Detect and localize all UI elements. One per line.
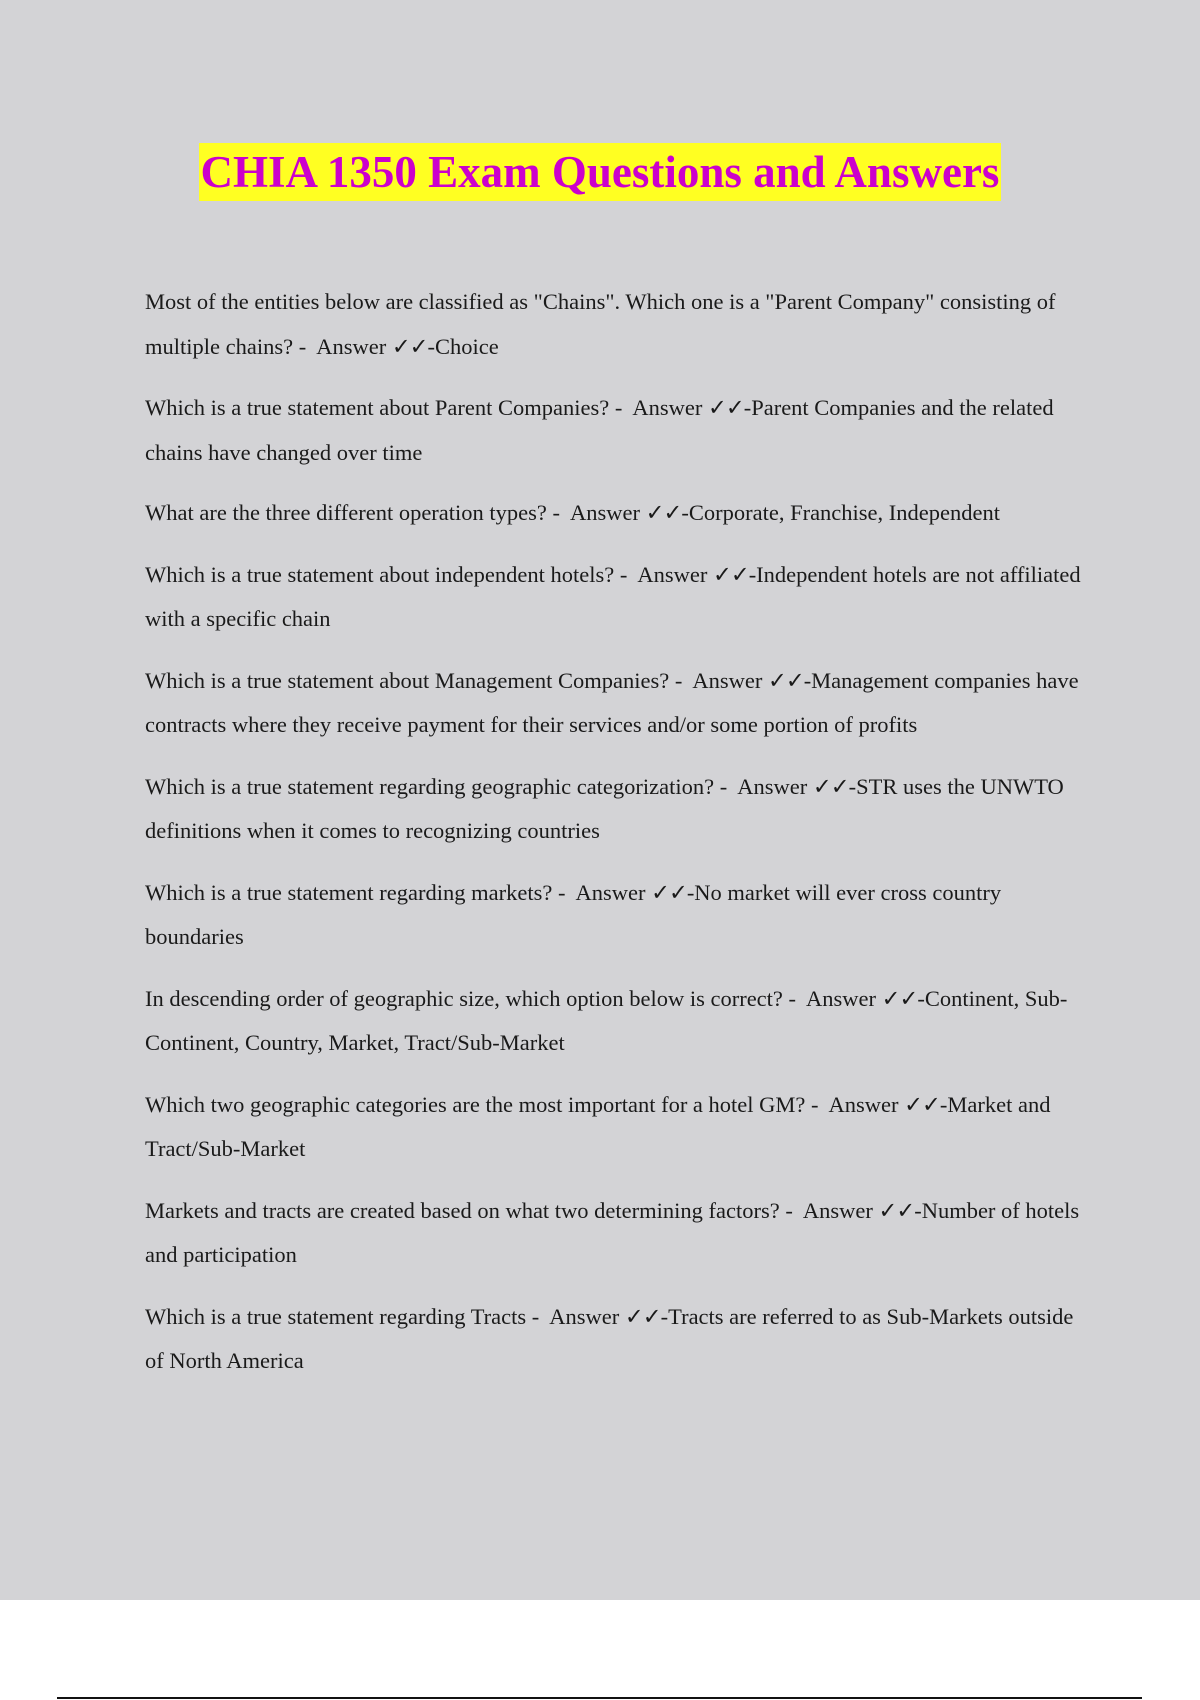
answer-text: -Management companies have contracts where they receive payment for their services and/or some portion of profits bbox=[145, 667, 1079, 737]
answer-text: -Corporate, Franchise, Independent bbox=[681, 500, 1000, 525]
qa-item bbox=[145, 553, 1095, 642]
answer-label: Answer bbox=[637, 561, 708, 587]
question-text: Which is a true statement about Management Companies? - bbox=[145, 667, 683, 693]
double-check-icon: ✓✓ bbox=[881, 985, 918, 1011]
question-text: Which is a true statement regarding geographic categorization? - bbox=[145, 773, 728, 799]
qa-item bbox=[145, 1189, 1095, 1278]
qa-item bbox=[145, 1295, 1095, 1384]
qa-item bbox=[145, 386, 1095, 475]
answer-text: -Independent hotels are not affiliated with a specific chain bbox=[145, 561, 1081, 631]
double-check-icon: ✓✓ bbox=[878, 1197, 915, 1223]
double-check-icon: ✓✓ bbox=[645, 500, 682, 525]
question-text: Which is a true statement regarding Tracts - bbox=[145, 1303, 540, 1329]
answer-text: -Market and Tract/Sub-Market bbox=[145, 1091, 1051, 1161]
qa-item bbox=[145, 871, 1095, 960]
answer-label: Answer bbox=[828, 1091, 899, 1117]
answer-label: Answer bbox=[316, 333, 387, 359]
question-text: In descending order of geographic size, which option below is correct? - bbox=[145, 985, 797, 1011]
question-text: Which is a true statement regarding markets? - bbox=[145, 879, 566, 905]
double-check-icon: ✓✓ bbox=[651, 879, 687, 905]
answer-text: -Choice bbox=[427, 333, 499, 359]
footer-divider bbox=[57, 1697, 1142, 1699]
answer-label: Answer bbox=[737, 773, 808, 799]
answer-text: -Continent, Sub-Continent, Country, Market, Tract/Sub-Market bbox=[145, 985, 1068, 1055]
answer-text: -Parent Companies and the related chains have changed over time bbox=[145, 395, 1054, 465]
double-check-icon: ✓✓ bbox=[712, 561, 749, 587]
answer-text: -Number of hotels and participation bbox=[145, 1197, 1080, 1267]
double-check-icon: ✓✓ bbox=[767, 667, 804, 693]
double-check-icon: ✓✓ bbox=[812, 773, 849, 799]
qa-item bbox=[145, 280, 1095, 369]
qa-item bbox=[145, 659, 1095, 748]
title-container bbox=[0, 143, 1200, 201]
answer-label: Answer bbox=[692, 667, 763, 693]
double-check-icon: ✓✓ bbox=[904, 1091, 940, 1117]
question-text: What are the three different operation types? - bbox=[145, 500, 561, 525]
qa-item bbox=[145, 977, 1095, 1066]
qa-list bbox=[145, 280, 1095, 1401]
answer-text: -No market will ever cross country boundaries bbox=[145, 879, 1002, 949]
question-text: Markets and tracts are created based on what two determining factors? - bbox=[145, 1197, 793, 1223]
qa-item bbox=[145, 1083, 1095, 1172]
answer-label: Answer bbox=[806, 985, 877, 1011]
qa-item bbox=[145, 765, 1095, 854]
question-text: Which is a true statement about independent hotels? - bbox=[145, 561, 628, 587]
answer-text: -Tracts are referred to as Sub-Markets outside of North America bbox=[145, 1303, 1074, 1373]
double-check-icon: ✓✓ bbox=[624, 1303, 661, 1329]
answer-label: Answer bbox=[632, 395, 703, 420]
answer-label: Answer bbox=[802, 1197, 873, 1223]
answer-label: Answer bbox=[575, 879, 646, 905]
question-text: Which is a true statement about Parent Companies? - bbox=[145, 395, 623, 420]
question-text: Most of the entities below are classified as "Chains". Which one is a "Parent Company" consisting of multiple chains? - bbox=[145, 289, 1056, 359]
double-check-icon: ✓✓ bbox=[391, 333, 428, 359]
answer-label: Answer bbox=[570, 500, 641, 525]
page-title: CHIA 1350 Exam Questions and Answers bbox=[199, 143, 1002, 201]
page-footer bbox=[0, 1600, 1200, 1700]
qa-item bbox=[145, 491, 1095, 536]
double-check-icon: ✓✓ bbox=[707, 395, 744, 420]
answer-label: Answer bbox=[549, 1303, 620, 1329]
question-text: Which two geographic categories are the most important for a hotel GM? - bbox=[145, 1091, 819, 1117]
answer-text: -STR uses the UNWTO definitions when it comes to recognizing countries bbox=[145, 773, 1064, 843]
